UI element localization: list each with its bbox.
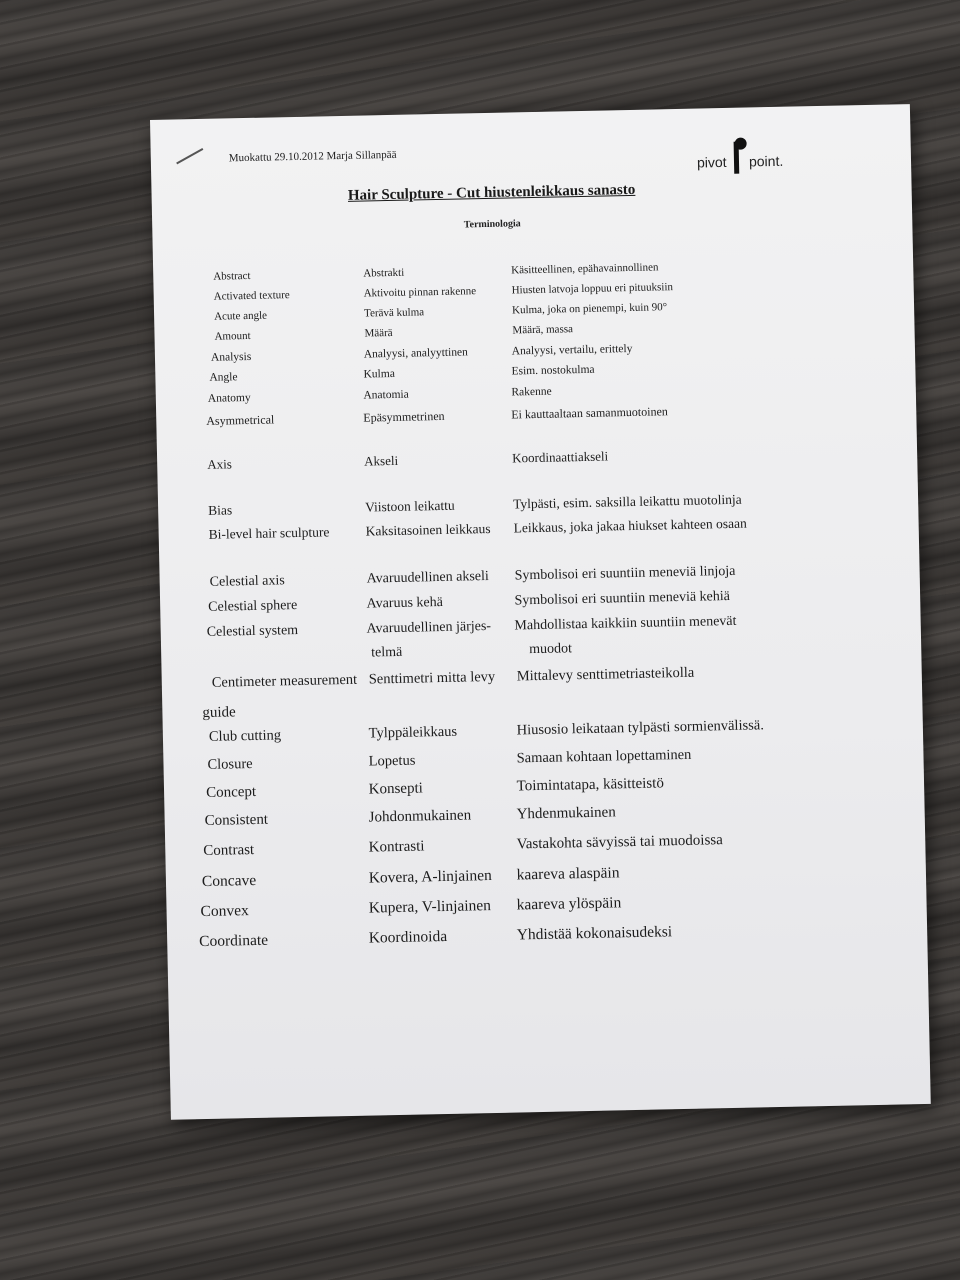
term-fi: Avaruudellinen akseli	[366, 569, 489, 587]
term-desc: Symbolisoi eri suuntiin meneviä linjoja	[514, 563, 736, 584]
term-fi: Avaruudellinen järjes-	[366, 618, 492, 637]
pivot-point-logo	[696, 139, 784, 179]
document-page	[150, 104, 931, 1120]
term-fi: Terävä kulma	[363, 306, 425, 320]
term-desc: Käsitteellinen, epähavainnollinen	[511, 261, 659, 277]
term-en: Coordinate	[199, 931, 269, 951]
term-desc: Hiusosio leikataan tylpästi sormienvälissä.	[516, 717, 765, 739]
term-desc: Koordinaattiakseli	[512, 448, 609, 466]
term-fi: Kupera, V-linjainen	[368, 897, 492, 917]
term-en: Contrast	[203, 841, 255, 860]
term-desc-continuation: muodot	[529, 641, 573, 658]
term-en: Celestial axis	[209, 573, 285, 590]
logo-text-left: pivot	[696, 153, 727, 171]
term-fi: Akseli	[364, 452, 399, 469]
term-fi: Kontrasti	[368, 838, 425, 856]
term-en: Axis	[207, 456, 232, 472]
logo-p-icon	[734, 138, 748, 174]
term-en: Celestial sphere	[208, 598, 298, 615]
term-en: Acute angle	[214, 309, 268, 323]
term-desc: Samaan kohtaan lopettaminen	[516, 746, 692, 767]
term-desc: Tylpästi, esim. saksilla leikattu muotolinja	[512, 491, 742, 512]
term-fi: Senttimetri mitta levy	[368, 668, 496, 688]
term-fi: Abstrakti	[363, 266, 405, 280]
term-desc: Kulma, joka on pienempi, kuin 90°	[511, 301, 668, 317]
pencil-mark	[176, 148, 203, 164]
term-fi: Johdonmukainen	[368, 807, 472, 826]
term-fi: Analyysi, analyyttinen	[363, 346, 468, 361]
term-desc: Hiusten latvoja loppuu eri pituuksiin	[511, 281, 674, 297]
term-en: Celestial system	[206, 623, 299, 640]
term-en: Closure	[207, 755, 253, 773]
term-en: Amount	[214, 329, 251, 343]
term-en: Asymmetrical	[206, 412, 275, 428]
modified-note: Muokattu 29.10.2012 Marja Sillanpää	[228, 148, 397, 165]
term-desc: Määrä, massa	[512, 323, 574, 337]
term-fi: Kaksitasoinen leikkaus	[365, 520, 491, 539]
term-en: Angle	[209, 371, 238, 384]
logo-text-right: point.	[748, 152, 784, 170]
term-row	[157, 442, 917, 480]
document-title: Hair Sculpture - Cut hiustenleikkaus sanasto	[347, 181, 636, 204]
term-fi: Koordinoida	[368, 927, 448, 947]
term-desc: Analyysi, vertailu, erittely	[511, 342, 633, 358]
term-en: Consistent	[204, 811, 269, 830]
term-en-continuation: guide	[202, 704, 236, 722]
term-desc: kaareva ylöspäin	[516, 894, 622, 914]
term-row	[167, 918, 927, 956]
term-fi: Epäsymmetrinen	[363, 408, 445, 425]
term-desc: Esim. nostokulma	[511, 363, 595, 378]
term-fi: Määrä	[364, 326, 393, 340]
term-fi: Anatomia	[363, 388, 409, 402]
term-fi: Tylppäleikkaus	[368, 723, 458, 742]
term-en: Activated texture	[213, 289, 290, 303]
term-en: Abstract	[213, 269, 251, 283]
term-fi-continuation: telmä	[371, 644, 403, 661]
term-desc: Rakenne	[511, 385, 552, 399]
term-fi: Aktivoitu pinnan rakenne	[363, 285, 477, 300]
term-en: Concept	[205, 783, 257, 801]
term-desc: Ei kauttaaltaan samanmuotoinen	[511, 404, 668, 422]
term-row	[162, 660, 922, 698]
term-fi: Avaruus kehä	[366, 594, 444, 612]
term-desc: Symbolisoi eri suuntiin meneviä kehiä	[514, 588, 731, 609]
term-en: Anatomy	[207, 391, 251, 405]
term-fi: Konsepti	[368, 780, 423, 798]
term-en: Centimeter measurement	[211, 671, 358, 691]
term-desc: Yhdistää kokonaisudeksi	[516, 923, 673, 944]
term-en: Bi-level hair sculpture	[208, 524, 330, 542]
term-fi: Kulma	[363, 367, 395, 381]
term-desc: Leikkaus, joka jakaa hiukset kahteen osaan	[513, 515, 747, 536]
term-en: Analysis	[210, 350, 252, 364]
term-en: Bias	[208, 502, 233, 518]
term-desc: Mahdollistaa kaikkiin suuntiin menevät	[514, 613, 737, 634]
document-subtitle: Terminologia	[463, 218, 521, 231]
term-en: Convex	[200, 902, 249, 921]
term-desc: Vastakohta sävyissä tai muodoissa	[516, 832, 724, 853]
term-desc: Mittalevy senttimetriasteikolla	[516, 664, 695, 685]
term-fi: Viistoon leikattu	[364, 497, 455, 515]
term-desc: Yhdenmukainen	[516, 804, 616, 823]
term-desc: kaareva alaspäin	[516, 864, 620, 884]
term-fi: Lopetus	[368, 752, 416, 770]
term-desc: Toimintatapa, käsitteistö	[516, 775, 665, 795]
term-en: Club cutting	[208, 727, 282, 745]
term-fi: Kovera, A-linjainen	[368, 867, 492, 887]
term-en: Concave	[201, 871, 257, 891]
